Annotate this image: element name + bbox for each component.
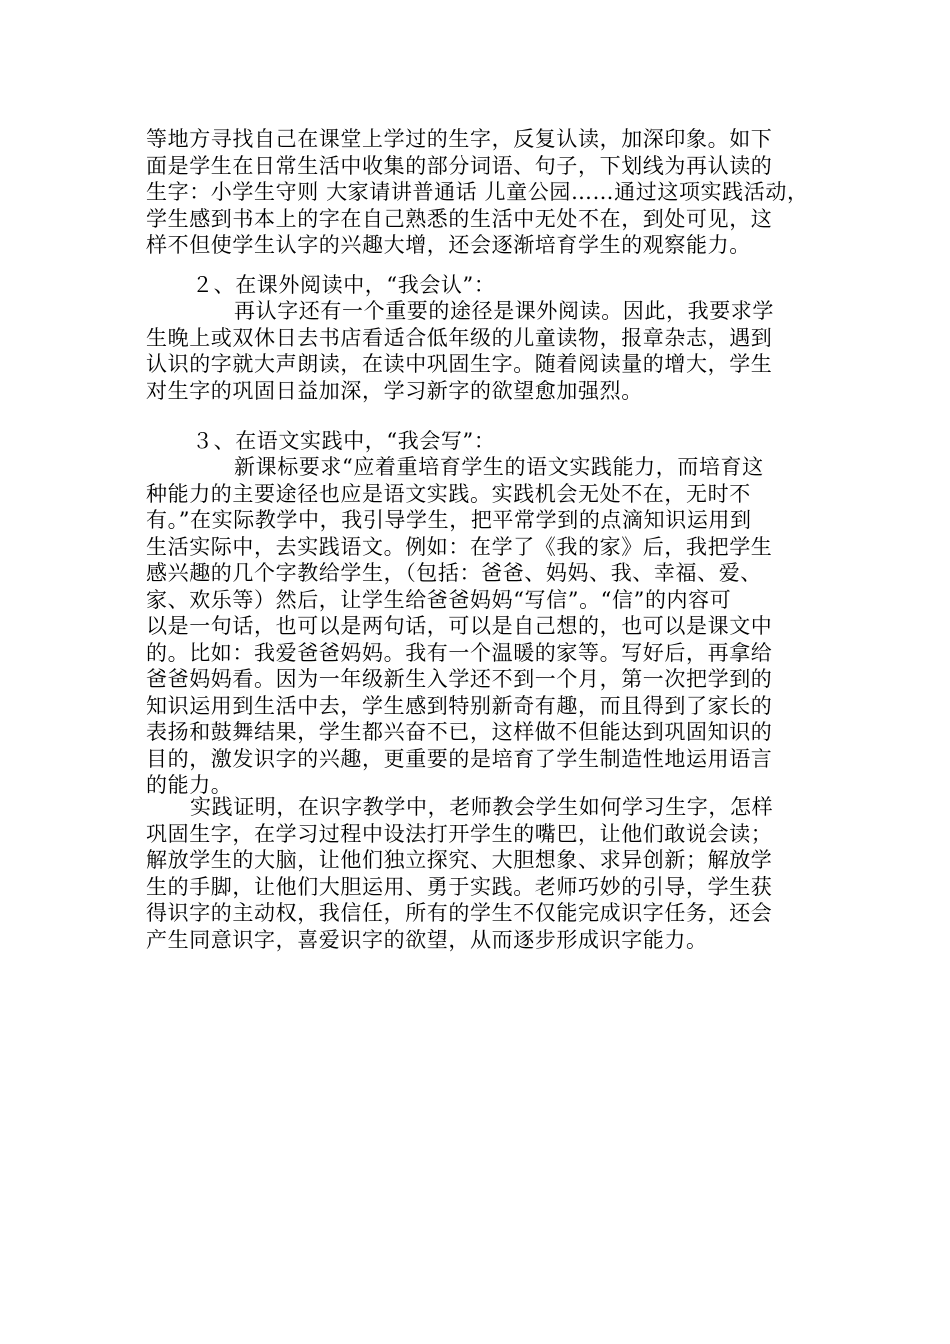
- paragraph-line: 种能力的主要途径也应是语文实践。实践机会无处不在，无时不: [146, 481, 751, 506]
- paragraph-line: 生晚上或双休日去书店看适合低年级的儿童读物，报章杂志，遇到: [146, 325, 773, 350]
- paragraph-line: 实践证明，在识字教学中，老师教会学生如何学习生字，怎样: [190, 795, 774, 819]
- paragraph-line: 的。比如：我爱爸爸妈妈。我有一个温暖的家等。写好后，再拿给: [146, 640, 773, 665]
- paragraph-line: 以是一句话，也可以是两句话，可以是自己想的，也可以是课文中: [146, 614, 773, 638]
- paragraph-line: 有。”在实际教学中，我引导学生，把平常学到的点滴知识运用到: [146, 508, 752, 532]
- paragraph-line: 解放学生的大脑，让他们独立探究、大胆想象、求异创新；解放学: [146, 848, 773, 872]
- paragraph-4: [146, 794, 816, 953]
- paragraph-line: 生活实际中，去实践语文。例如：在学了《我的家》后，我把学生: [146, 534, 773, 559]
- paragraph-line: 生字：小学生守则 大家请讲普通话 儿童公园……通过这项实践活动，: [146, 180, 809, 204]
- paragraph-line: 表扬和鼓舞结果，学生都兴奋不已，这样做不但能达到巩固知识的: [146, 720, 773, 744]
- paragraph-line: 的能力。: [146, 773, 233, 797]
- section-heading-2: [192, 272, 862, 299]
- paragraph-line: 对生字的巩固日益加深，学习新字的欲望愈加强烈。: [146, 378, 643, 403]
- paragraph-line: 学生感到书本上的字在自己熟悉的生活中无处不在，到处可见，这: [146, 206, 773, 231]
- paragraph-line: 等地方寻找自己在课堂上学过的生字，反复认读，加深印象。如下: [146, 127, 773, 151]
- heading-line: ２、在课外阅读中，“我会认”：: [192, 273, 496, 297]
- paragraph-line: 生的手脚，让他们大胆运用、勇于实践。老师巧妙的引导，学生获: [146, 874, 773, 899]
- paragraph-line: 巩固生字，在学习过程中设法打开学生的嘴巴，让他们敢说会读；: [146, 821, 773, 846]
- paragraph-line: 样不但使学生认字的兴趣大增，还会逐渐培育学生的观察能力。: [146, 233, 751, 257]
- paragraph-line: 家、欢乐等）然后，让学生给爸爸妈妈“写信”。“信”的内容可: [146, 587, 732, 612]
- paragraph-line: 新课标要求“应着重培育学生的语文实践能力，而培育这: [234, 455, 764, 479]
- paragraph-line: 爸爸妈妈看。因为一年级新生入学还不到一个月，第一次把学到的: [146, 667, 773, 691]
- paragraph-line: 得识字的主动权，我信任，所有的学生不仅能完成识字任务，还会: [146, 901, 773, 925]
- paragraph-3: [146, 454, 816, 799]
- paragraph-line: 目的，激发识字的兴趣，更重要的是培育了学生制造性地运用语言: [146, 746, 773, 771]
- heading-line: ３、在语文实践中，“我会写”：: [192, 429, 496, 453]
- paragraph-2: [146, 298, 816, 404]
- paragraph-line: 产生同意识字，喜爱识字的欲望，从而逐步形成识字能力。: [146, 927, 708, 952]
- paragraph-line: 再认字还有一个重要的途径是课外阅读。因此，我要求学: [234, 299, 774, 323]
- paragraph-1: [146, 126, 816, 259]
- paragraph-line: 感兴趣的几个字教给学生，（包括：爸爸、妈妈、我、幸福、爱、: [146, 561, 762, 585]
- paragraph-line: 认识的字就大声朗读，在读中巩固生字。随着阅读量的增大，学生: [146, 352, 773, 376]
- paragraph-line: 知识运用到生活中去，学生感到特别新奇有趣，而且得到了家长的: [146, 693, 773, 718]
- paragraph-line: 面是学生在日常生活中收集的部分词语、句子，下划线为再认读的: [146, 153, 773, 178]
- section-heading-3: [192, 428, 862, 455]
